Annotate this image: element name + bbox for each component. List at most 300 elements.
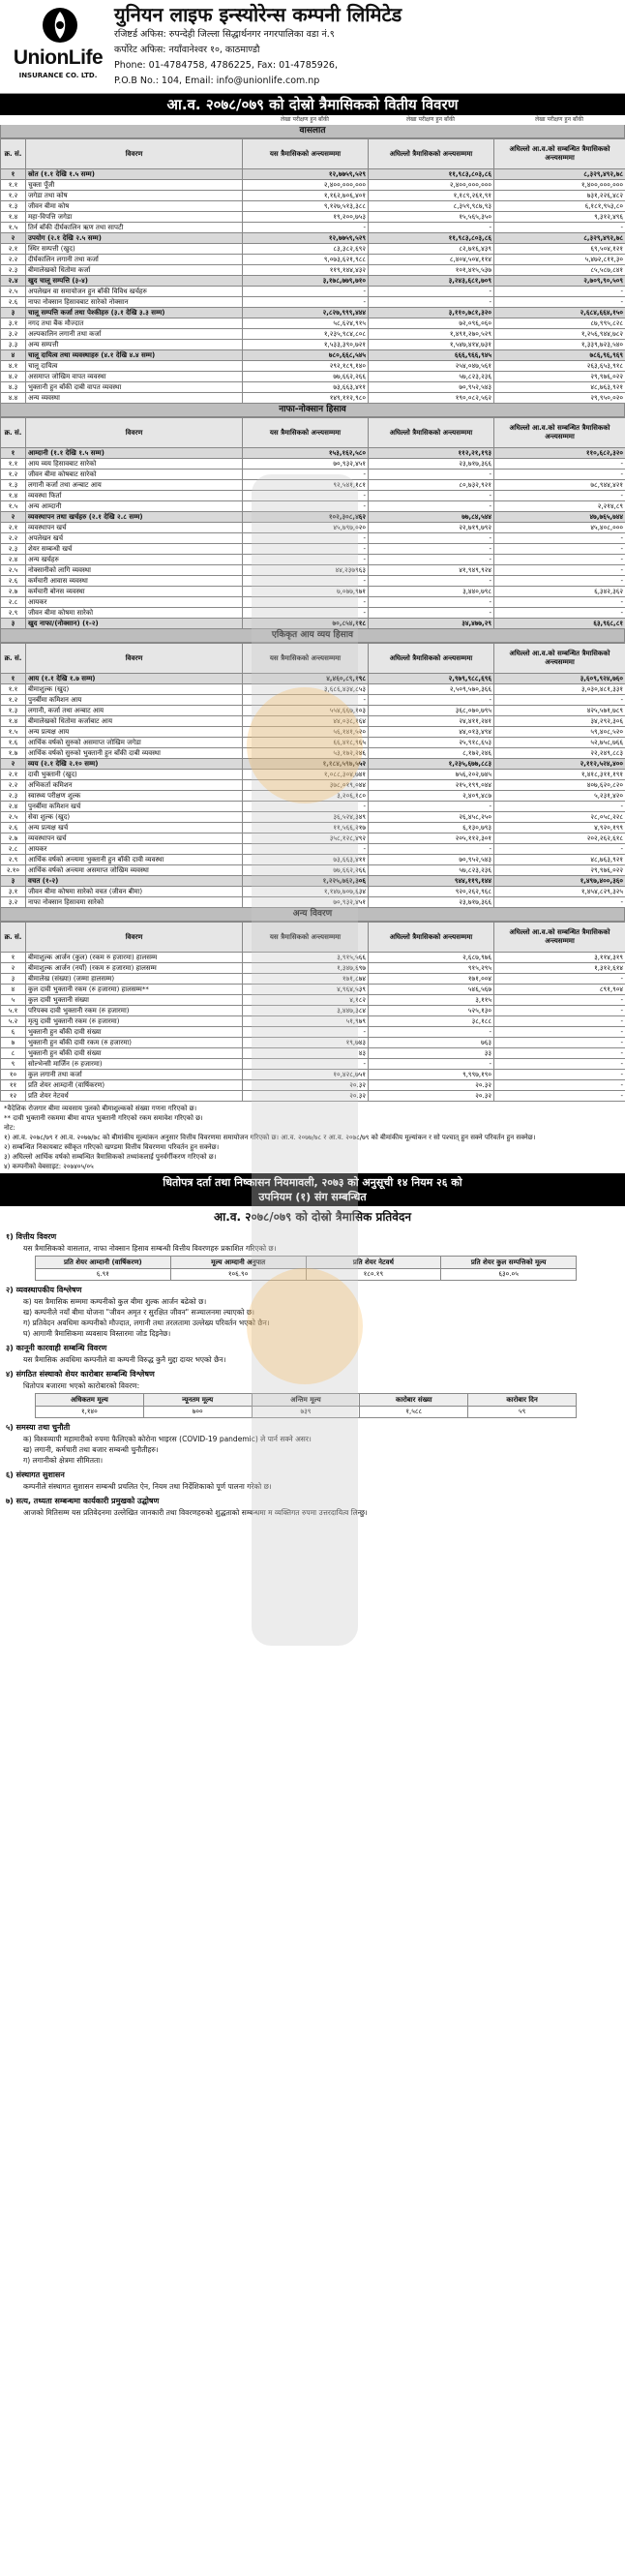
row-value: ७७,६६२,२६६ [243, 865, 369, 876]
column-header: यस त्रैमासिकको अन्त्यसम्ममा [243, 644, 369, 674]
table-row [1, 1006, 625, 1016]
column-header: क्र. सं. [1, 418, 26, 448]
row-value: ८,३५९,९८७,९३ [369, 201, 494, 212]
row-value: - [243, 802, 369, 812]
row-value: - [494, 1070, 625, 1080]
row-value: - [243, 608, 369, 619]
row-label: दीर्घकालिन लगानी तथा कर्जा [26, 255, 243, 265]
row-value: २,४००,०००,००० [243, 180, 369, 191]
row-number: १.१ [1, 180, 26, 191]
row-value: ७८६,९६,९६९ [494, 350, 625, 361]
row-value: ३,४४०,७९८ [369, 587, 494, 597]
row-label: आर्थिक वर्षको अन्त्यमा भुक्तानी हुन बाँकी दावी व्यवस्था [26, 855, 243, 865]
row-label: नोक्सानीको लागि व्यवस्था [26, 565, 243, 576]
table-row [1, 995, 625, 1006]
row-label: चालू दायित्व [26, 361, 243, 372]
list-item: क) यस त्रैमासिक सम्ममा कम्पनीको कुल बीमा शुल्क आर्जन बढेको छ। [23, 1297, 207, 1306]
row-value: - [243, 544, 369, 555]
section-text: आजको मितिसम्म यस प्रतिवेदनमा उल्लेखित जानकारी तथा विवरणहरुको शुद्धताको सम्बन्धमा म व्यक्तिगत रुपमा उत्तरदायित्व लिन्छु। [23, 1508, 368, 1517]
row-value: ६३,९६८,८१ [494, 619, 625, 629]
row-label: बीमाशुल्क (खुद) [26, 684, 243, 695]
row-label: शेयर सम्बन्धी खर्च [26, 544, 243, 555]
row-label: व्यय (२.१ देखि २.१० सम्म) [26, 759, 243, 770]
column-header: अघिल्लो आ.व.को सम्बन्धित त्रैमासिकको अन्त्यसम्ममा [494, 923, 625, 953]
audit-note: लेखा परीक्षण हुन बाँकी [281, 116, 329, 123]
row-value: - [494, 597, 625, 608]
row-value: ७२,०९६,०६० [369, 318, 494, 329]
row-label: चुक्ता पूँजी [26, 180, 243, 191]
row-value: ८०,७३२,९२१ [369, 480, 494, 491]
cell-value: १८०.१९ [306, 1269, 441, 1281]
column-header: अन्तिम मूल्य [252, 1394, 360, 1407]
row-value: २,६८७,९७६ [369, 953, 494, 963]
row-value: - [369, 844, 494, 855]
row-number: १.३ [1, 480, 26, 491]
section-title: ३) कानूनी कारवाही सम्बन्धि विवरण [6, 1344, 107, 1352]
row-value: - [494, 1038, 625, 1048]
row-value: - [494, 608, 625, 619]
row-label: अन्य खर्चहरु [26, 555, 243, 565]
row-value: ११०,६८२,३२० [494, 448, 625, 459]
row-value: - [494, 491, 625, 501]
table-row [1, 855, 625, 865]
table-header-row [1, 418, 625, 448]
table-row [1, 576, 625, 587]
row-number: २.२ [1, 533, 26, 544]
row-label: महा-विपत्ति जगेडा [26, 212, 243, 223]
row-number: ४.१ [1, 361, 26, 372]
row-value: ६,३४२,३६२ [494, 587, 625, 597]
row-value: २,६८४,६६४,१५० [494, 308, 625, 318]
table-row [1, 738, 625, 748]
row-number: २ [1, 512, 26, 523]
table-row [1, 1016, 625, 1027]
row-label: कुल दावी भुक्तानी रकम (रु हजारमा) हालसम्म** [26, 985, 243, 995]
row-number: १.५ [1, 223, 26, 233]
row-label: आर्थिक वर्षको सुरुको असमाप्त जोखिम जगेडा [26, 738, 243, 748]
row-value: ७०,९५२,५४३ [369, 382, 494, 393]
table-row [1, 1091, 625, 1102]
row-value: - [369, 608, 494, 619]
list-item: घ) आगामी त्रैमासिकमा व्यवसाय विस्तारमा जोड दिइनेछ। [23, 1329, 171, 1338]
footnote: *वैदेशिक रोजगार बीमा व्यवसाय पुलको बीमाशुल्कको संख्या गणना गरिएको छ। [4, 1105, 197, 1112]
row-value: १,२५६,९४४,७८२ [494, 329, 625, 340]
row-value: ८९१,९०४ [494, 985, 625, 995]
row-value: - [243, 1059, 369, 1070]
row-label: बीमालेखको धितोमा कर्जाबाट आय [26, 716, 243, 727]
row-number: १.५ [1, 501, 26, 512]
row-label: दावी भुक्तानी (खुद) [26, 770, 243, 780]
row-number: २.१ [1, 244, 26, 255]
row-label: पुनर्बीमा कमिशन खर्च [26, 802, 243, 812]
row-value: १,२२५,७६२,३०६ [243, 876, 369, 887]
table-row [1, 716, 625, 727]
ratio-table [35, 1256, 577, 1281]
row-number: २.८ [1, 597, 26, 608]
column-header: कारोबार दिन [468, 1394, 577, 1407]
table-header-row [1, 644, 625, 674]
row-number: २ [1, 963, 26, 974]
footnote: १) आ.व. २०७८/७९ र आ.व. २०७७/७८ को बीमांकीय मूल्यांकन अनुसार वित्तीय विवरणमा समायोजन गरिएको छ। आ.व. २०७७/७८ र आ.व. २०७८/७९ को बीमांकीय मूल्यांकन र सो पश्चात्‌ हुन सक्ने परिवर्तन हुन सक्नेछ। [4, 1134, 536, 1141]
list-item: ग) लगानीको क्षेत्रमा सीमितता। [23, 1456, 104, 1465]
row-number: ७ [1, 1038, 26, 1048]
table-header-row [1, 139, 625, 169]
table-row [1, 812, 625, 823]
table-row [1, 459, 625, 470]
column-header: विवरण [26, 923, 243, 953]
table-row [1, 448, 625, 459]
row-value: - [494, 533, 625, 544]
table-row [1, 770, 625, 780]
section-text: कम्पनीले संस्थागत सुशासन सम्बन्धी प्रचलित ऐन, नियम तथा निर्देशिकाको पूर्ण पालना गरेको छ। [23, 1482, 272, 1491]
section-title: ६) संस्थागत सुशासन [6, 1470, 65, 1479]
column-header: प्रति शेयर कुल सम्पत्तिको मूल्य [441, 1257, 577, 1269]
row-value: ५,४७२,८११,३० [494, 255, 625, 265]
row-value: ७०,९३२,४५१ [243, 459, 369, 470]
table-row [1, 393, 625, 404]
table-row [1, 180, 625, 191]
row-number: १ [1, 169, 26, 180]
row-value: १५३,१६२,५८० [243, 448, 369, 459]
quarterly-report [0, 1231, 625, 1518]
row-label: व्यवस्थापन खर्च [26, 833, 243, 844]
row-label: जीवन बीमा कोषमा सारेको वचत (जीवन बीमा) [26, 887, 243, 897]
row-label: जीवन बीमा कोष [26, 201, 243, 212]
row-number: ९ [1, 1059, 26, 1070]
row-number: १२ [1, 1091, 26, 1102]
row-value: ३३ [369, 1048, 494, 1059]
row-number: २ [1, 759, 26, 770]
row-number: २.७ [1, 833, 26, 844]
column-header: प्रति शेयर आम्दानी (वार्षिकरण) [36, 1257, 171, 1269]
row-value: १,५३३,३९०,७२१ [243, 340, 369, 350]
row-label: खुद चालू सम्पत्ति (३-४) [26, 276, 243, 287]
row-value: १९,२००,७५३ [243, 212, 369, 223]
column-header: अघिल्लो आ.व.को सम्बन्धित त्रैमासिकको अन्त्यसम्ममा [494, 418, 625, 448]
row-label: नगद तथा बैंक मौज्दात [26, 318, 243, 329]
list-item: ग) प्रतिवेदन अवधिमा कम्पनीको मौज्दात, लगानी तथा तरलतामा उल्लेख्य परिवर्तन भएको छैन। [23, 1318, 270, 1327]
row-value: २,२१४,८९ [494, 501, 625, 512]
row-label: चालू दायित्व तथा व्यवस्थाहरु (४.१ देखि ४.४ सम्म) [26, 350, 243, 361]
row-label: कुल लगानी तथा कर्जा [26, 1070, 243, 1080]
row-number: ३.३ [1, 340, 26, 350]
row-value: २०५,११२,३०१ [369, 833, 494, 844]
column-header: न्यूनतम मूल्य [143, 1394, 252, 1407]
column-header: यस त्रैमासिकको अन्त्यसम्ममा [243, 139, 369, 169]
table-row [1, 597, 625, 608]
row-value: २३,७१७,३६६ [369, 897, 494, 908]
row-value: ५७,८२३,२३६ [369, 372, 494, 382]
row-number: १ [1, 674, 26, 684]
cell-value: ५९ [468, 1407, 577, 1418]
column-header: अघिल्लो आ.व.को सम्बन्धित त्रैमासिकको अन्त्यसम्ममा [494, 644, 625, 674]
quarterly-report-title: आ.व. २०७८/०७९ को दोस्रो त्रैमासिक प्रतिवेदन [214, 1210, 411, 1224]
row-label: भुक्तानी हुन बाँकी दाबी वापत व्यवस्था [26, 382, 243, 393]
row-label: मृत्यु दावी भुक्तानी रकम (रु हजारमा) [26, 1016, 243, 1027]
table-row [1, 780, 625, 791]
row-label: अल्पकालिन लगानी तथा कर्जा [26, 329, 243, 340]
row-value: २,४००,०००,००० [369, 180, 494, 191]
table-row [1, 308, 625, 318]
row-value: ७५६,२०२,७४५ [369, 770, 494, 780]
table-row [1, 608, 625, 619]
row-label: भुक्तानी हुन बाँकी दावी संख्या [26, 1027, 243, 1038]
row-value: २९,९७६,०२२ [494, 372, 625, 382]
row-value: ४७,७६५,७४४ [494, 512, 625, 523]
row-value: २९२,१८९,१४० [243, 361, 369, 372]
row-value: - [494, 459, 625, 470]
row-value: ७७,६६२,२६६ [243, 372, 369, 382]
table-row [1, 791, 625, 802]
footnote: नोट: [4, 1124, 15, 1132]
row-value: २९,९७६,०२२ [494, 865, 625, 876]
row-value: ९,९९७,१९० [369, 1070, 494, 1080]
table-row [1, 233, 625, 244]
row-value: ४५,४०८,००० [494, 523, 625, 533]
row-label: जीवन बीमा कोषमा सारेको [26, 608, 243, 619]
row-value: - [369, 597, 494, 608]
row-value: ४८,७६३,९२१ [494, 855, 625, 865]
table-row [1, 512, 625, 523]
column-header: यस त्रैमासिकको अन्त्यसम्ममा [243, 923, 369, 953]
column-header: विवरण [26, 418, 243, 448]
row-value: ४,९६४,५३९ [243, 985, 369, 995]
row-number: २.२ [1, 255, 26, 265]
row-value: ३,९१५,५६६ [243, 953, 369, 963]
rule-heading [0, 1173, 625, 1206]
table-header-row [36, 1394, 577, 1407]
row-label: सोल्भेन्सी मार्जिन (रु हजारमा) [26, 1059, 243, 1070]
section-title: ५) समस्या तथा चुनौती [6, 1423, 71, 1432]
row-value: ८,१७२,२४६ [369, 748, 494, 759]
column-header: यस त्रैमासिकको अन्त्यसम्ममा [243, 418, 369, 448]
table-row [1, 587, 625, 597]
row-value: १,४९१,२७०,५२९ [369, 329, 494, 340]
table-row [1, 244, 625, 255]
section-title: २) व्यवस्थापकीय विश्लेषण [6, 1286, 82, 1294]
row-value: २६३,६५३,९१८ [494, 361, 625, 372]
rule-line-1: धितोपत्र दर्ता तथा निष्कासन नियमावली, २०७३ को अनुसूची १४ नियम २६ को [163, 1176, 462, 1189]
row-value: - [494, 802, 625, 812]
row-value: - [494, 555, 625, 565]
table-row [1, 340, 625, 350]
table-row [1, 470, 625, 480]
section-text: यस त्रैमासिकको वासलात, नाफा नोक्सान हिसाव सम्बन्धी वित्तीय विवरणहरु प्रकाशित गरिएको छ। [23, 1244, 277, 1253]
row-value: - [369, 555, 494, 565]
row-label: पुनर्बीमा कमिशन आय [26, 695, 243, 706]
row-value: ५२५,१३० [369, 1006, 494, 1016]
row-value: ५८,६२४,९१५ [243, 318, 369, 329]
row-value: २८,०५८,२२८ [494, 812, 625, 823]
row-label: कर्मचारी आवास व्यवस्था [26, 576, 243, 587]
row-value: ४५,७९७,०२० [243, 523, 369, 533]
row-value: ४४,२३७९६३ [243, 565, 369, 576]
row-value: १,४१८,३११,१९१ [494, 770, 625, 780]
table-row [1, 382, 625, 393]
row-number: ५.२ [1, 1016, 26, 1027]
row-number: २.४ [1, 802, 26, 812]
table-row [1, 1048, 625, 1059]
row-value: ७८०,६६८,५४५ [243, 350, 369, 361]
row-value: ९४४,११९,१४४ [369, 876, 494, 887]
row-label: अपलेखन वा समायोजन हुन बाँकी विविध खर्चहरु [26, 287, 243, 297]
row-number: २.३ [1, 791, 26, 802]
row-label: असमाप्त जोखिम वापत व्यवस्था [26, 372, 243, 382]
row-value: ४३ [243, 1048, 369, 1059]
section-text: धितोपत्र बजारमा भएको कारोबारको विवरण: [23, 1381, 140, 1390]
row-number: १ [1, 953, 26, 963]
row-value: ७०,९५२,५४३ [369, 855, 494, 865]
table-row [1, 544, 625, 555]
row-label: आम्दानी (१.१ देखि १.५ सम्म) [26, 448, 243, 459]
row-label: अन्य आम्दानी [26, 501, 243, 512]
row-number: १.४ [1, 491, 26, 501]
row-value: ७३,६६३,४११ [243, 855, 369, 865]
list-item: ख) लगानी, कर्मचारी तथा बजार सम्बन्धी चुनौतीहरु। [23, 1445, 159, 1454]
table-row [1, 223, 625, 233]
row-value: ९,३१२,४९६ [494, 212, 625, 223]
header [0, 0, 625, 94]
table-row [1, 565, 625, 576]
row-value: १०,४२८,७५१ [243, 1070, 369, 1080]
row-value: २,५०९,५७०,३६६ [369, 684, 494, 695]
row-number: २.४ [1, 276, 26, 287]
row-value: १,५४७,४१४,७३१ [369, 340, 494, 350]
row-number: ३.१ [1, 887, 26, 897]
column-header: कारोबार संख्या [360, 1394, 468, 1407]
cell-value: १,५८८ [360, 1407, 468, 1418]
section-title: १) वित्तीय विवरण [6, 1232, 57, 1241]
column-header: अघिल्लो त्रैमासिकको अन्त्यसम्ममा [369, 139, 494, 169]
other-table [0, 922, 625, 1102]
row-value: ११,९८३,८०३,८६ [369, 233, 494, 244]
row-value: - [369, 576, 494, 587]
corporate-office: कर्पोरेट अफिस: नयाँवानेश्वर १०, काठमाण्डौ [114, 45, 260, 55]
row-value: ५७,८२३,२३६ [369, 865, 494, 876]
audit-note: लेखा परीक्षण हुन बाँकी [406, 116, 455, 123]
row-value: ६,१८१,९५३,८० [494, 201, 625, 212]
row-label: चालू सम्पत्ति कर्जा तथा पेश्कीहरु (३.१ देखि ३.३ सम्म) [26, 308, 243, 318]
row-value: २,९७९,९८८,६९६ [369, 674, 494, 684]
table-row [1, 802, 625, 812]
table-row [1, 727, 625, 738]
row-label: आर्थिक वर्षको सुरुको भुक्तानी हुन बाँकी दाबी व्यवस्था [26, 748, 243, 759]
row-label: अन्य प्रत्यक्ष खर्च [26, 823, 243, 833]
row-value: ३७८,०१९,०४४ [243, 780, 369, 791]
row-value: २०२,२६२,६१८ [494, 833, 625, 844]
row-number: २.६ [1, 576, 26, 587]
row-value: - [494, 995, 625, 1006]
row-label: स्वास्थ्य परीक्षण शुल्क [26, 791, 243, 802]
table-row [1, 372, 625, 382]
cell-value: १०६.९० [170, 1269, 306, 1281]
row-number: २.७ [1, 587, 26, 597]
row-value: ३,०३०,४८१,३३१ [494, 684, 625, 695]
row-number: १.३ [1, 706, 26, 716]
column-header: अघिल्लो त्रैमासिकको अन्त्यसम्ममा [369, 644, 494, 674]
company-logo [6, 4, 110, 87]
table-row [1, 865, 625, 876]
table-row [1, 1080, 625, 1091]
row-value: ४०७,६२०,८२० [494, 780, 625, 791]
row-value: - [494, 1080, 625, 1091]
table-row [1, 501, 625, 512]
logo-subtitle: INSURANCE CO. LTD. [18, 72, 98, 79]
row-label: बीमालेखको धितोमा कर्जा [26, 265, 243, 276]
row-value: ९,०७३,६२१,९८८ [243, 255, 369, 265]
row-number: ४.४ [1, 393, 26, 404]
row-value: २१५,१९९,०४४ [369, 780, 494, 791]
row-label: स्रोत (१.१ देखि १.५ सम्म) [26, 169, 243, 180]
table-row [1, 876, 625, 887]
row-value: ३६८,०७०,७९५ [369, 706, 494, 716]
row-value: ९,१२७,५१३,३८८ [243, 201, 369, 212]
audit-note-row [0, 115, 625, 125]
company-name: युनियन लाइफ इन्स्योरेन्स कम्पनी लिमिटेड [114, 3, 402, 26]
table-row [36, 1269, 577, 1281]
income_expense-table [0, 643, 625, 908]
row-label: आय व्यय हिसावबाट सारेको [26, 459, 243, 470]
rule-line-2: उपनियम (१) संग सम्बन्धित [258, 1191, 367, 1203]
row-value: ४४,०३८,१६४ [243, 716, 369, 727]
row-value: ७८,९४४,४२१ [494, 480, 625, 491]
row-value: २९,९५०,०२० [494, 393, 625, 404]
cell-value: ७३९ [252, 1407, 360, 1418]
row-value: ८७,९९५,८२८ [494, 318, 625, 329]
section-title: ७) सत्य, तथ्यता सम्बन्धमा कार्यकारी प्रमुखको उद्घोषण [6, 1497, 160, 1505]
row-value: - [243, 491, 369, 501]
row-value: २३,७१७,३६६ [369, 459, 494, 470]
row-value: ११,५६६,२१७ [243, 823, 369, 833]
row-value: - [369, 802, 494, 812]
row-label: अन्य प्रत्यक्ष आय [26, 727, 243, 738]
row-number: ८ [1, 1048, 26, 1059]
row-value: ९२,५४१,१८१ [243, 480, 369, 491]
row-number: ६ [1, 1027, 26, 1038]
row-value: १,३३९,७२३,५४० [494, 340, 625, 350]
row-value: १,१८९,२६१,९१ [369, 191, 494, 201]
row-value: - [369, 287, 494, 297]
row-value: १४९,११२,९८० [243, 393, 369, 404]
audit-note: लेखा परीक्षण हुन बाँकी [535, 116, 583, 123]
row-value: १९०,०८२,५६२ [369, 393, 494, 404]
column-header: अघिल्लो त्रैमासिकको अन्त्यसम्ममा [369, 923, 494, 953]
row-value: ३६,५२४,३४९ [243, 812, 369, 823]
table-row [1, 759, 625, 770]
table-row [1, 619, 625, 629]
row-value: ५२,७५८,७६६ [494, 738, 625, 748]
row-number: २.९ [1, 608, 26, 619]
row-label: व्यवस्थापन खर्च [26, 523, 243, 533]
row-number: २.१ [1, 770, 26, 780]
row-label: अपलेखन खर्च [26, 533, 243, 544]
column-header: क्र. सं. [1, 644, 26, 674]
row-number: ५ [1, 995, 26, 1006]
table-row [1, 555, 625, 565]
row-value: - [243, 844, 369, 855]
row-value: २५,९१८,६५३ [369, 738, 494, 748]
table-row [1, 350, 625, 361]
row-number: १.७ [1, 748, 26, 759]
table-row [1, 748, 625, 759]
row-label: उपयोग (२.१ देखि २.५ सम्म) [26, 233, 243, 244]
row-value: ४२५,५७१,७८९ [494, 706, 625, 716]
logo-text: UnionLife [13, 46, 104, 69]
footnote: ** दावी भुक्तानी रकममा बीमा वापत भुक्तानी गरिएको रकम समावेश गरिएको छ। [4, 1114, 203, 1122]
row-label: तिर्न बाँकी दीर्घकालिन ऋण तथा सापटी [26, 223, 243, 233]
row-number: २.६ [1, 297, 26, 308]
row-number: २ [1, 233, 26, 244]
